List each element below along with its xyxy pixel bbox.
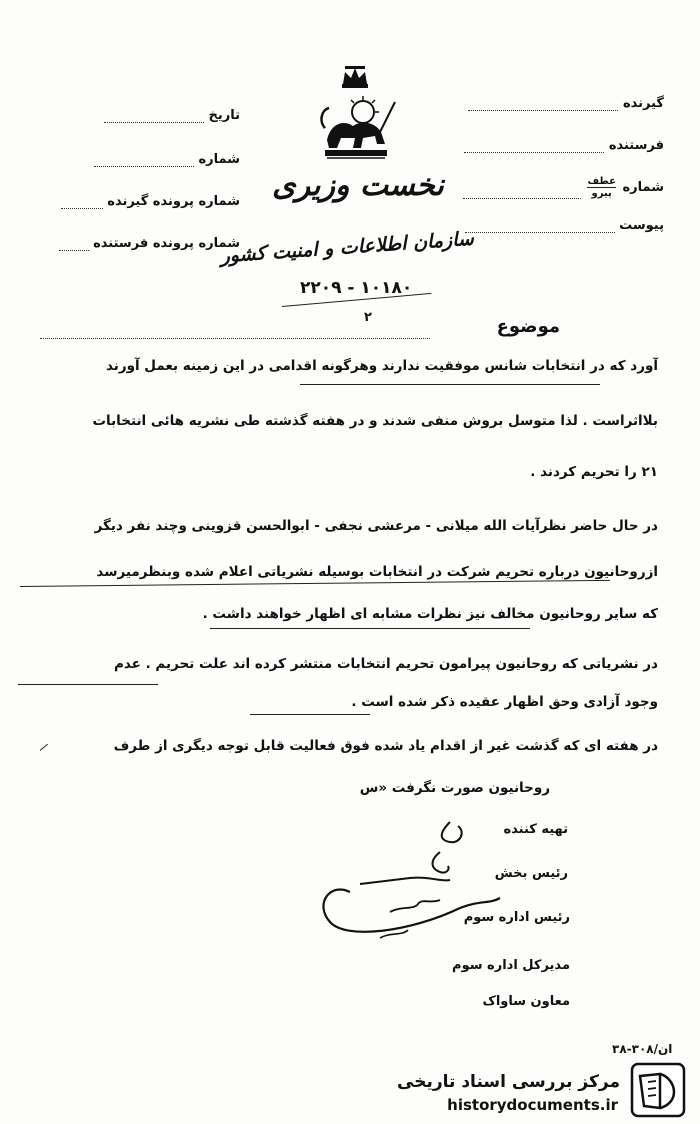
- sender-file-field: [60, 236, 240, 251]
- dept3-director-label: مدیرکل اداره سوم: [452, 958, 570, 973]
- date-field: [70, 108, 240, 123]
- receiver-file-dots: [61, 208, 103, 209]
- sender-label: فرستنده: [608, 138, 664, 153]
- deputy-label: معاون ساواک: [482, 994, 570, 1009]
- body-line-5: ازروحانیون درباره تحریم شرکت در انتخابات بوسیله نشریاتی اعلام شده وبنظرمیرسد: [96, 564, 658, 580]
- handwritten-underline-1: [300, 384, 600, 385]
- sender-field: [464, 138, 664, 153]
- handwritten-signatures: [290, 812, 550, 952]
- section-head-label: رئیس بخش: [494, 866, 568, 881]
- attachment-field: [465, 218, 664, 233]
- receiver-label: گیرنده: [622, 96, 664, 111]
- body-line-2: بلااثراست . لذا متوسل بروش منفی شدند و در هفته گذشته طی نشریه هائی انتخابات: [92, 413, 658, 429]
- org-subtitle: سازمان اطلاعات و امنیت کشور: [219, 227, 475, 268]
- attachment-dots: [465, 232, 615, 233]
- brand-url[interactable]: historydocuments.ir: [447, 1096, 618, 1114]
- dept3-head-label: رئیس اداره سوم: [463, 910, 570, 925]
- sender-file-label: شماره پرونده فرستنده: [93, 236, 240, 251]
- body-line-1: آورد که در انتخابات شانس موفقیت ندارند وهرگونه اقدامی در این زمینه بعمل آورند: [105, 358, 658, 374]
- archive-logo-icon: [630, 1062, 686, 1118]
- number-dots: [463, 198, 581, 199]
- stamp-text: ۲۲۰۹ - ۱۰۱۸۰: [300, 278, 413, 298]
- subject-text: موضوع: [496, 316, 560, 337]
- attachment-label: پیوست: [619, 218, 664, 233]
- receiver-dots: [468, 110, 618, 111]
- stamp-number: ۲: [364, 310, 372, 325]
- sender-dots: [464, 152, 604, 153]
- sender-file-dots: [59, 250, 89, 251]
- handwritten-underline-4: [18, 684, 158, 685]
- receiver-file-label: شماره پرونده گیرنده: [107, 194, 240, 209]
- org-title: نخست وزیری: [272, 168, 444, 203]
- number-sub-top: عطف: [587, 176, 616, 187]
- left-number-dots: [94, 166, 194, 167]
- body-line-8: وجود آزادی وحق اظهار عقیده ذکر شده است .: [351, 694, 658, 710]
- handwritten-underline-5: [250, 714, 370, 715]
- body-line-7: در نشریاتی که روحانیون پیرامون تحریم انتخابات منتشر کرده اند علت تحریم . عدم: [113, 656, 658, 672]
- number-sub-bottom: پیرو: [591, 188, 612, 199]
- number-label: شماره: [622, 180, 664, 195]
- receiver-field: [468, 96, 664, 111]
- left-number-field: [70, 152, 240, 167]
- body-line-10: روحانیون صورت نگرفت «س: [359, 780, 550, 796]
- brand-name-fa: مرکز بررسی اسناد تاریخی: [397, 1072, 620, 1092]
- body-line-4: در حال حاضر نظرآیات الله میلانی - مرعشی نجفی - ابوالحسن قزوینی وچند نفر دیگر: [94, 518, 658, 534]
- handwritten-underline-3: [210, 628, 530, 629]
- left-number-label: شماره: [198, 152, 240, 167]
- number-field: [463, 176, 664, 199]
- handwritten-underline-2: [20, 580, 610, 587]
- subject-line: [40, 338, 430, 339]
- prepared-by-label: تهیه کننده: [503, 822, 568, 837]
- body-line-3: ۲۱ را تحریم کردند .: [530, 464, 658, 480]
- date-label: تاریخ: [208, 108, 240, 123]
- body-line-6: که سایر روحانیون مخالف نیز نظرات مشابه ای اظهار خواهند داشت .: [202, 606, 658, 622]
- doc-code: ۳۸-۳۰۸/ان: [612, 1042, 673, 1056]
- lion-and-sun-emblem-icon: [305, 62, 405, 172]
- subject-label: [497, 316, 560, 337]
- receiver-file-field: [70, 194, 240, 209]
- body-line-9: در هفته ای که گذشت غیر از اقدام یاد شده فوق فعالیت قابل توجه دیگری از طرف: [113, 738, 658, 754]
- number-sub: [587, 176, 615, 199]
- date-dots: [104, 122, 204, 123]
